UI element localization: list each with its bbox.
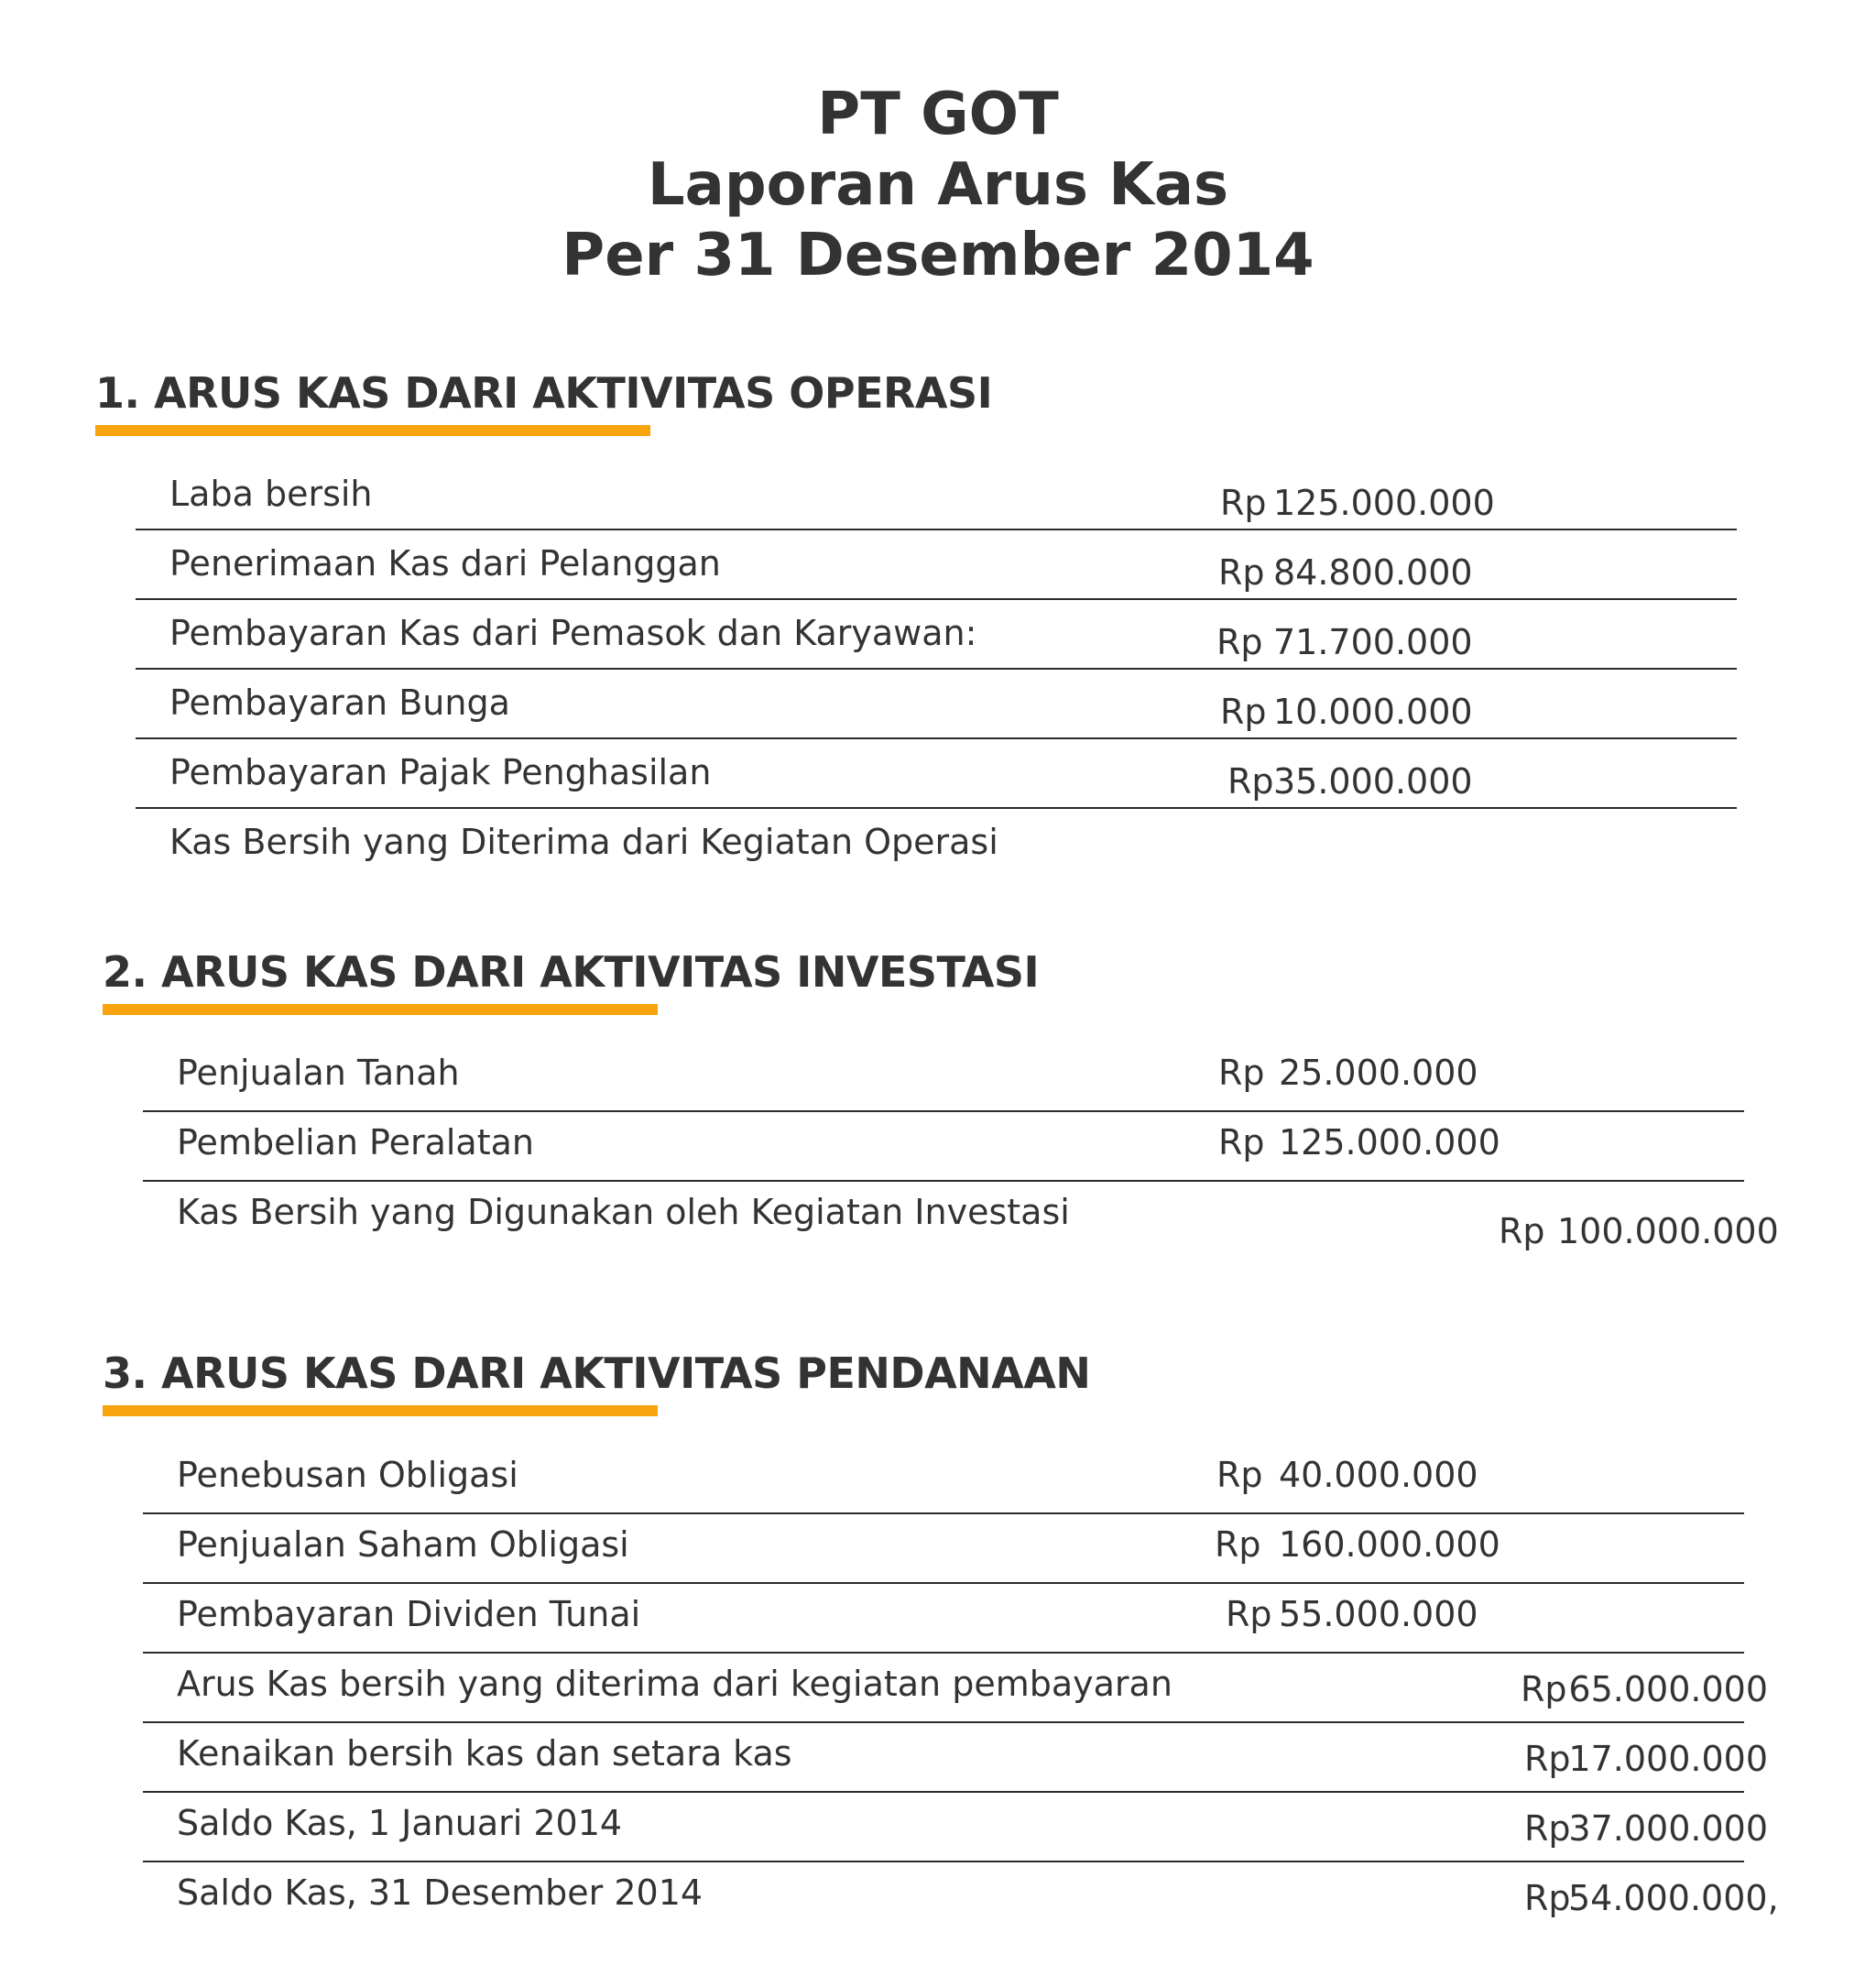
total-amount: 100.000.000 xyxy=(1557,1211,1779,1251)
total-label: Kenaikan bersih kas dan setara kas xyxy=(177,1733,792,1774)
row-label: Pembayaran Bunga xyxy=(169,682,510,723)
section-underline xyxy=(95,425,650,436)
currency-label: Rp xyxy=(1218,1053,1265,1093)
currency-label: Rp xyxy=(1521,1669,1567,1709)
row-amount: 125.000.000 xyxy=(1279,1122,1500,1163)
row-amount: 160.000.000 xyxy=(1279,1524,1500,1565)
row-divider xyxy=(136,598,1737,600)
row-divider xyxy=(143,1652,1744,1654)
row-divider xyxy=(143,1110,1744,1112)
row-amount: 40.000.000 xyxy=(1279,1455,1478,1495)
row-label: Penerimaan Kas dari Pelanggan xyxy=(169,543,721,584)
row-amount: 35.000.000 xyxy=(1273,761,1473,802)
row-label: Penjualan Saham Obligasi xyxy=(177,1524,629,1565)
row-divider xyxy=(136,807,1737,809)
row-label: Penebusan Obligasi xyxy=(177,1455,518,1495)
row-divider xyxy=(143,1861,1744,1862)
currency-label: Rp xyxy=(1216,1455,1263,1495)
currency-label: Rp xyxy=(1524,1878,1571,1918)
row-divider xyxy=(143,1721,1744,1723)
currency-label: Rp xyxy=(1215,1524,1261,1565)
row-label: Penjualan Tanah xyxy=(177,1053,460,1093)
currency-label: Rp xyxy=(1524,1808,1571,1849)
section-underline xyxy=(103,1004,658,1015)
total-amount: 54.000.000, xyxy=(1568,1878,1779,1918)
currency-label: Rp xyxy=(1218,1122,1265,1163)
total-label: Arus Kas bersih yang diterima dari kegiatan pembayaran xyxy=(177,1664,1172,1704)
total-amount: 37.000.000 xyxy=(1568,1808,1768,1849)
row-label: Laba bersih xyxy=(169,474,373,514)
report-title: Laporan Arus Kas xyxy=(647,151,1229,219)
currency-label: Rp xyxy=(1220,483,1267,523)
total-label: Saldo Kas, 31 Desember 2014 xyxy=(177,1872,704,1913)
currency-label: Rp xyxy=(1216,622,1263,662)
currency-label: Rp xyxy=(1218,552,1265,593)
total-amount: 65.000.000 xyxy=(1568,1669,1768,1709)
row-amount: 55.000.000 xyxy=(1279,1594,1478,1634)
section-title: 2. ARUS KAS DARI AKTIVITAS INVESTASI xyxy=(103,947,1040,997)
row-divider xyxy=(136,529,1737,530)
row-label: Pembayaran Dividen Tunai xyxy=(177,1594,641,1634)
row-amount: 10.000.000 xyxy=(1273,692,1473,732)
row-label: Pembayaran Pajak Penghasilan xyxy=(169,752,712,792)
row-amount: 71.700.000 xyxy=(1273,622,1473,662)
row-divider xyxy=(136,668,1737,670)
row-amount: 25.000.000 xyxy=(1279,1053,1478,1093)
row-label: Pembelian Peralatan xyxy=(177,1122,534,1163)
currency-label: Rp xyxy=(1524,1739,1571,1779)
currency-label: Rp xyxy=(1220,692,1267,732)
currency-label: Rp xyxy=(1227,761,1274,802)
total-amount: 17.000.000 xyxy=(1568,1739,1768,1779)
company-name: PT GOT xyxy=(817,81,1059,148)
total-label: Kas Bersih yang Diterima dari Kegiatan Operasi xyxy=(169,822,998,862)
section-title: 3. ARUS KAS DARI AKTIVITAS PENDANAAN xyxy=(103,1348,1091,1398)
section-title: 1. ARUS KAS DARI AKTIVITAS OPERASI xyxy=(95,368,993,418)
row-divider xyxy=(143,1512,1744,1514)
row-label: Pembayaran Kas dari Pemasok dan Karyawan: xyxy=(169,613,977,653)
currency-label: Rp xyxy=(1226,1594,1272,1634)
row-amount: 84.800.000 xyxy=(1273,552,1473,593)
total-label: Saldo Kas, 1 Januari 2014 xyxy=(177,1803,623,1843)
total-label: Kas Bersih yang Digunakan oleh Kegiatan Investasi xyxy=(177,1192,1070,1232)
row-divider xyxy=(143,1582,1744,1584)
row-amount: 125.000.000 xyxy=(1273,483,1495,523)
section-underline xyxy=(103,1405,658,1416)
row-divider xyxy=(136,737,1737,739)
report-period: Per 31 Desember 2014 xyxy=(562,222,1314,289)
currency-label: Rp xyxy=(1499,1211,1545,1251)
row-divider xyxy=(143,1791,1744,1793)
row-divider xyxy=(143,1180,1744,1182)
